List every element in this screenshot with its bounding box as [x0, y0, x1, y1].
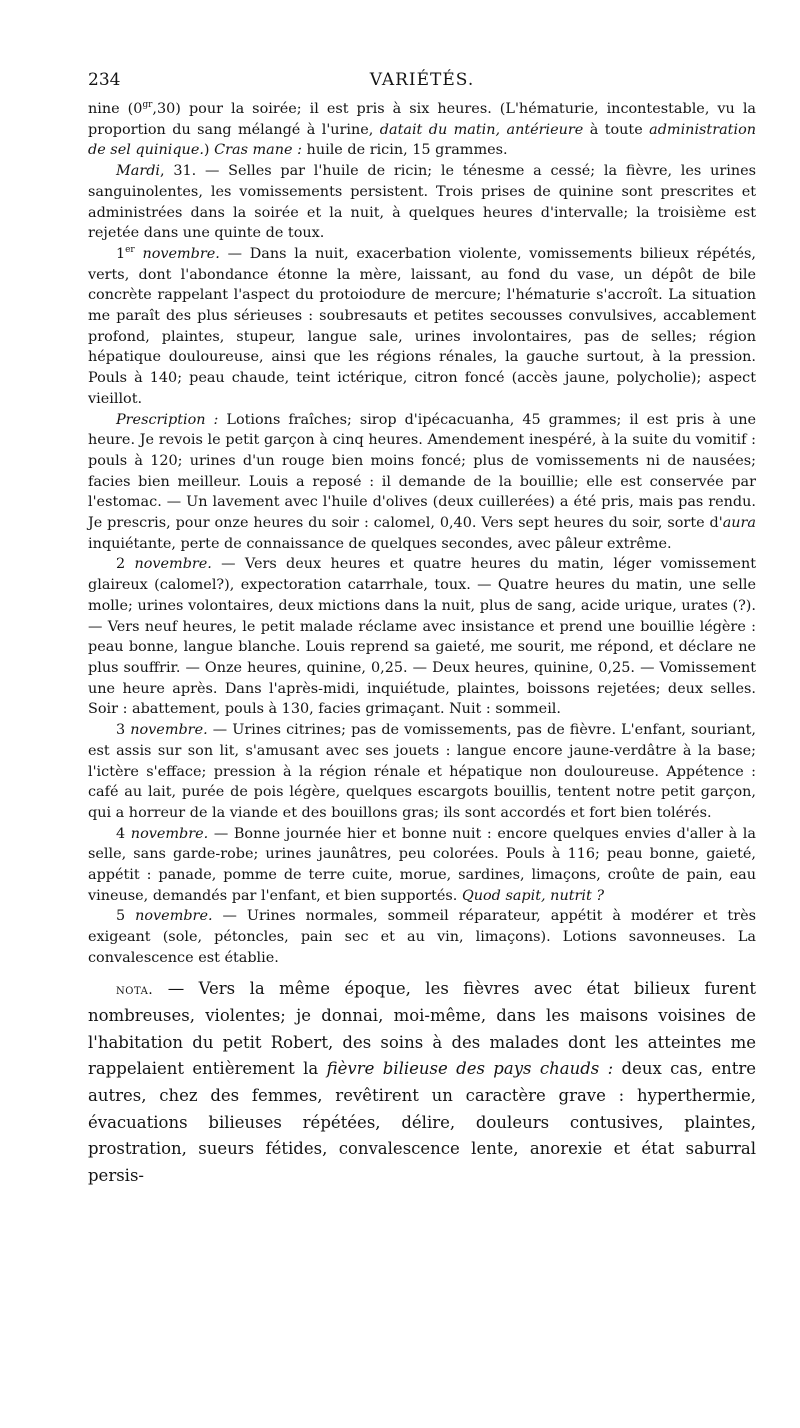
- page-number: 234: [88, 70, 121, 90]
- text-run: , 31. — Selles par l'huile de ricin; le ténesme a cessé; la fièvre, les urines sanguinolentes, les vomissements persistent. Trois prises de quinine sont prescrites et administrées dans la soirée et la nuit, à quelques heures d'intervalle; la troisième est rejetée dans une quinte de toux.: [88, 163, 756, 242]
- italic-text: administration de sel quinique.: [88, 121, 756, 159]
- text-run: — Urines normales, sommeil réparateur, appétit à modérer et très exigeant (sole, pétoncles, pain sec et au vin, limaçons). Lotions savonneuses. La convalescence est établie.: [88, 908, 756, 966]
- body-paragraph: [88, 906, 756, 968]
- text-run: inquiétante, perte de connaissance de quelques secondes, avec pâleur extrême.: [88, 535, 672, 552]
- italic-text: aura: [722, 515, 756, 532]
- text-run: — Vers la même époque, les fièvres avec état bilieux furent nombreuses, violentes; je donnai, moi-même, dans les maisons voisines de l'habitation du petit Robert, des soins à des malades dont les atteintes me rappelaient entièrement la: [88, 978, 756, 1079]
- running-title: VARIÉTÉS.: [369, 70, 475, 90]
- text-run: 5: [116, 908, 136, 925]
- italic-text: novembre.: [130, 722, 208, 739]
- italic-text: Prescription :: [116, 411, 219, 428]
- superscript-text: gr: [142, 100, 153, 111]
- text-run: à toute: [583, 121, 650, 138]
- italic-text: datait du matin, antérieure: [379, 121, 584, 138]
- text-run: huile de ricin, 15 grammes.: [301, 142, 508, 159]
- body-paragraph: [88, 244, 756, 410]
- text-run: ): [203, 142, 215, 159]
- text-run: Lotions fraîches; sirop d'ipécacuanha, 45 grammes; il est pris à une heure. Je revois le petit garçon à cinq heures. Amendement inespéré, à la suite du vomitif : pouls à 120; urines d'un rouge bien moins foncé; plus de vomissements ni de nausées; facies bien meilleur. Louis a reposé : il demande de la bouillie; elle est conservée par l'estomac. — Un lavement avec l'huile d'olives (deux cuillerées) a été pris, mais pas rendu. Je prescris, pour onze heures du soir : calomel, 0,40. Vers sept heures du soir, sorte d': [88, 411, 756, 532]
- text-run: 1: [116, 245, 126, 262]
- text-run: 4: [116, 825, 131, 842]
- text-run: deux cas, entre autres, chez des femmes, revêtirent un caractère grave : hyperthermie, évacuations bilieuses répétées, délire, douleurs contusives, plaintes, prostration, sueurs fétides, convalescence lente, anorexie et état saburral persis-: [88, 1059, 756, 1185]
- text-run: 3: [116, 722, 131, 739]
- italic-text: novembre.: [130, 825, 209, 842]
- italic-text: fièvre bilieuse des pays chauds :: [326, 1059, 614, 1079]
- body-paragraph: [88, 720, 756, 824]
- italic-text: Mardi: [116, 163, 161, 180]
- italic-text: novembre.: [142, 245, 220, 262]
- body-paragraph: [88, 410, 756, 555]
- text-run: nine (0: [88, 101, 143, 117]
- text-run: ,30) pour la soirée; il est pris à six heures. (L'hématurie, incontestable, vu la proportion du sang mélangé à l'urine,: [88, 101, 757, 138]
- running-header: [88, 70, 756, 92]
- body-paragraph: [88, 554, 756, 720]
- body-paragraph: [88, 99, 756, 161]
- italic-text: Quod sapit, nutrit ?: [461, 887, 605, 904]
- text-run: — Bonne journée hier et bonne nuit : encore quelques envies d'aller à la selle, sans garde-robe; urines jaunâtres, peu colorées. Pouls à 116; peau bonne, gaieté, appétit : panade, pomme de terre cuite, morue, sardines, limaçons, croûte de pain, eau vineuse, demandés par l'enfant, et bien supportés.: [88, 825, 756, 904]
- italic-text: Cras mane :: [214, 142, 302, 159]
- italic-text: novembre.: [134, 556, 212, 573]
- italic-text: novembre.: [135, 908, 213, 925]
- superscript-text: er: [125, 245, 135, 256]
- text-run: — Vers deux heures et quatre heures du matin, léger vomissement glaireux (calomel?), expectoration catarrhale, toux. — Quatre heures du matin, une selle molle; urines volontaires, deux mictions dans la nuit, plus de sang, acide urique, urates (?). — Vers neuf heures, le petit malade réclame avec insistance et prend une bouillie légère : peau bonne, langue blanche. Louis reprend sa gaieté, me sourit, me répond, et déclare ne plus souffrir. — Onze heures, quinine, 0,25. — Deux heures, quinine, 0,25. — Vomissement une heure après. Dans l'après-midi, inquiétude, plaintes, boissons rejetées; deux selles. Soir : abattement, pouls à 130, facies grimaçant. Nuit : sommeil.: [88, 556, 757, 718]
- text-run: — Dans la nuit, exacerbation violente, vomissements bilieux répétés, verts, dont l'abondance étonne la mère, laissant, au fond du vase, un dépôt de bile concrète rappelant l'aspect du protoiodure de mercure; l'hématurie s'accroît. La situation me paraît des plus sérieuses : soubresauts et petites secousses convulsives, accablement profond, plaintes, stupeur, langue sale, urines involontaires, pas de selles; région hépatique douloureuse, ainsi que les régions rénales, la gauche surtout, à la pression. Pouls à 140; peau chaude, teint ictérique, citron foncé (accès jaune, polycholie); aspect vieillot.: [88, 245, 757, 407]
- body-paragraph: [88, 824, 756, 907]
- text-run: — Urines citrines; pas de vomissements, pas de fièvre. L'enfant, souriant, est assis sur son lit, s'amusant avec ses jouets : langue encore jaune-verdâtre à la base; l'ictère s'efface; pression à la région rénale et hépatique non douloureuse. Appétence : café au lait, purée de pois légère, quelques escargots bouillis, tentent notre petit garçon, qui a horreur de la viande et des bouillons gras; ils sont accordés et fort bien tolérés.: [88, 722, 757, 821]
- nota-label: nota.: [116, 981, 154, 998]
- body-paragraph: [88, 161, 756, 244]
- text-run: 2: [116, 556, 135, 573]
- nota-paragraph: [88, 976, 756, 1190]
- page-body: [88, 99, 756, 1189]
